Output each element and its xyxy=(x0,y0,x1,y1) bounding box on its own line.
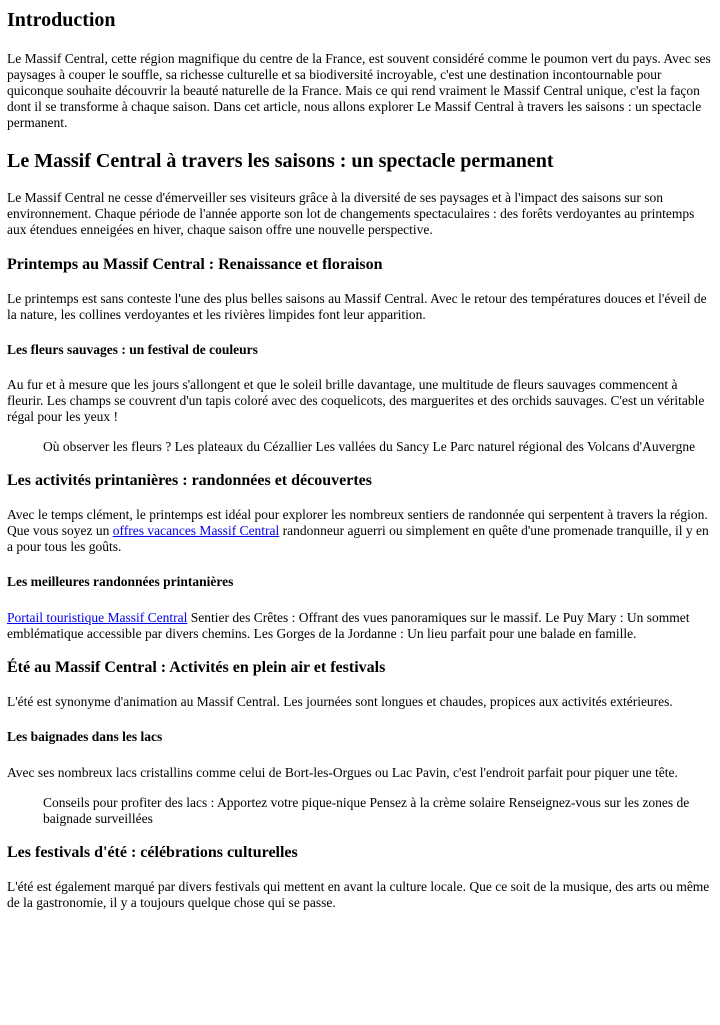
festivals-paragraph: L'été est également marqué par divers festivals qui mettent en avant la culture locale. Que ce soit de la musique, des arts ou même de la gastronomie, il y a toujours quelque chose qui se passe. xyxy=(7,879,710,910)
hikes-heading: Les meilleures randonnées printanières xyxy=(7,574,234,589)
intro-heading: Introduction xyxy=(7,9,116,31)
flowers-heading: Les fleurs sauvages : un festival de couleurs xyxy=(7,342,258,357)
festivals-heading: Les festivals d'été : célébrations culturelles xyxy=(7,844,298,861)
flowers-paragraph: Au fur et à mesure que les jours s'allongent et que le soleil brille davantage, une multitude de fleurs sauvages commencent à fleurir. Les champs se couvrent d'un tapis coloré avec des coquelicots, des marguerites et des orchids sauvages. C'est un véritable régal pour les yeux ! xyxy=(7,377,705,424)
hikes-paragraph xyxy=(7,610,714,642)
activities-heading: Les activités printanières : randonnées et découvertes xyxy=(7,472,372,489)
activities-paragraph xyxy=(7,507,714,555)
flowers-quote: Où observer les fleurs ? Les plateaux du Cézallier Les vallées du Sancy Le Parc naturel régional des Volcans d'Auvergne xyxy=(43,439,696,454)
lakes-quote: Conseils pour profiter des lacs : Apportez votre pique-nique Pensez à la crème solaire Renseignez-vous sur les zones de baignade surveillées xyxy=(43,795,690,826)
intro-paragraph: Le Massif Central, cette région magnifique du centre de la France, est souvent considéré comme le poumon vert du pays. Avec ses paysages à couper le souffle, sa richesse culturelle et sa biodiversité incroyable, c'est une destination incontournable pour quiconque souhaite découvrir la beauté naturelle de la France. Mais ce qui rend vraiment le Massif Central unique, c'est la façon dont il se transforme à chaque saison. Dans cet article, nous allons explorer Le Massif Central à travers les saisons : un spectacle permanent. xyxy=(7,51,711,130)
summer-heading: Été au Massif Central : Activités en plein air et festivals xyxy=(7,659,386,676)
lakes-paragraph: Avec ses nombreux lacs cristallins comme celui de Bort-les-Orgues ou Lac Pavin, c'est l'endroit parfait pour piquer une tête. xyxy=(7,765,678,780)
hikes-text: Sentier des Crêtes : Offrant des vues panoramiques sur le massif. Le Puy Mary : Un sommet emblématique accessible par divers chemins. Les Gorges de la Jordanne : Un lieu parfait pour une balade en famille. xyxy=(7,610,690,641)
summer-paragraph: L'été est synonyme d'animation au Massif Central. Les journées sont longues et chaudes, propices aux activités extérieures. xyxy=(7,694,673,709)
spring-paragraph: Le printemps est sans conteste l'une des plus belles saisons au Massif Central. Avec le retour des températures douces et l'éveil de la nature, les collines verdoyantes et les rivières limpides font leur apparition. xyxy=(7,291,707,322)
lakes-heading: Les baignades dans les lacs xyxy=(7,729,163,744)
offres-vacances-link[interactable]: offres vacances Massif Central xyxy=(112,523,280,538)
activities-text-before: Avec le temps clément, le printemps est idéal pour explorer les nombreux sentiers de randonnée qui serpentent à travers la région. Que vous soyez un xyxy=(7,507,708,538)
portail-touristique-link[interactable]: Portail touristique Massif Central xyxy=(7,610,188,625)
spring-heading: Printemps au Massif Central : Renaissance et floraison xyxy=(7,256,383,273)
main-heading: Le Massif Central à travers les saisons : un spectacle permanent xyxy=(7,150,554,172)
activities-text-after: randonneur aguerri ou simplement en quête d'une promenade tranquille, il y en a pour tous les goûts. xyxy=(7,523,709,554)
main-paragraph: Le Massif Central ne cesse d'émerveiller ses visiteurs grâce à la diversité de ses paysages et à l'impact des saisons sur son environnement. Chaque période de l'année apporte son lot de changements spectaculaires : des forêts verdoyantes au printemps aux étendues enneigées en hiver, chaque saison offre une nouvelle perspective. xyxy=(7,190,695,237)
article xyxy=(0,8,720,911)
